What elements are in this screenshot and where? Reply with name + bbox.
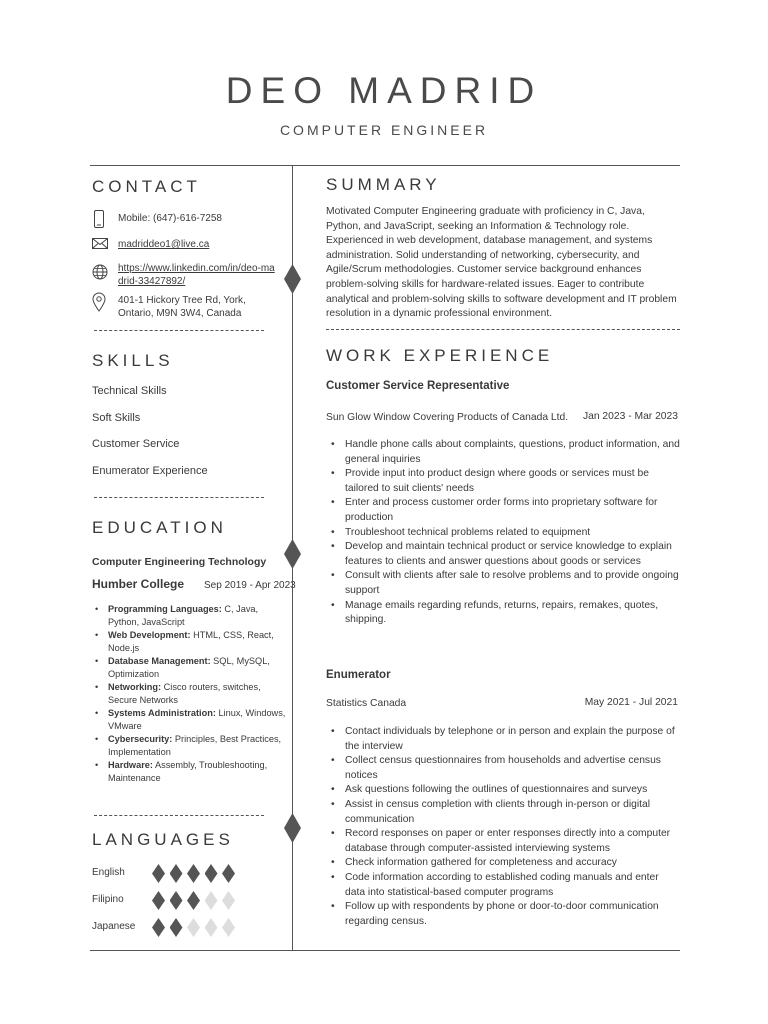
empty-rating-diamond	[205, 918, 218, 937]
language-name: Filipino	[92, 894, 124, 905]
contact-address	[92, 292, 282, 320]
contact-email[interactable]	[92, 236, 282, 254]
section-divider	[94, 330, 264, 331]
detail-label: Web Development:	[108, 630, 191, 640]
contact-linkedin[interactable]	[92, 260, 282, 288]
job-dates: Jan 2023 - Mar 2023	[582, 411, 678, 422]
linkedin-link[interactable]: https://www.linkedin.com/in/deo-madrid-33427892/	[118, 263, 275, 287]
education-details	[92, 603, 287, 785]
job-dates: May 2021 - Jul 2021	[584, 697, 678, 708]
skill-item: Soft Skills	[92, 412, 141, 424]
detail-label: Networking:	[108, 682, 162, 692]
list-item: • Record responses on paper or enter responses directly into a computer database through computer-assisted interviewing systems	[326, 827, 681, 856]
detail-text: SQL, MySQL, Optimization	[108, 656, 270, 679]
job-role: Customer Service Representative	[326, 380, 510, 392]
school-name: Humber College	[92, 577, 185, 591]
filled-rating-diamond	[170, 864, 183, 883]
list-item	[92, 629, 287, 655]
education-dates: Sep 2019 - Apr 2023	[204, 580, 296, 591]
detail-text: C, Java, Python, JavaScript	[108, 604, 259, 627]
detail-text: Assembly, Troubleshooting, Maintenance	[108, 760, 268, 783]
list-item: • Consult with clients after sale to resolve problems and to provide ongoing support	[326, 569, 681, 598]
list-item	[92, 707, 287, 733]
detail-text: Principles, Best Practices, Implementation	[108, 734, 282, 757]
list-item: • Manage emails regarding refunds, returns, repairs, remakes, quotes, shipping.	[326, 599, 681, 628]
divider-diamond	[284, 813, 301, 843]
list-item	[92, 655, 287, 681]
list-item	[92, 733, 287, 759]
filled-rating-diamond	[187, 864, 200, 883]
summary-text: Motivated Computer Engineering graduate with proficiency in C, Java, Python, and JavaScript, seeking an Information & Technology role. Experienced in web development, database management, and systems administration. Solid understanding of networking, cybersecurity, and Agile/Scrum methodologies. Customer service background enhances problem-solving skills for hardware-related issues. Eager to contribute analytical and problem-solving skills to software development and IT problem resolution in a dynamic professional environment.	[326, 206, 677, 320]
list-item: • Troubleshoot technical problems related to equipment	[326, 526, 681, 541]
education-heading: EDUCATION	[92, 518, 227, 537]
job-company: Sun Glow Window Covering Products of Canada Ltd.	[326, 412, 569, 423]
empty-rating-diamond	[187, 918, 200, 937]
list-item	[92, 681, 287, 707]
language-name: Japanese	[92, 921, 136, 932]
list-item: • Provide input into product design where goods or services must be tailored to suit clients' needs	[326, 467, 681, 496]
empty-rating-diamond	[205, 891, 218, 910]
list-item: • Contact individuals by telephone or in person and explain the purpose of the interview	[326, 725, 681, 754]
filled-rating-diamond	[170, 918, 183, 937]
skill-item: Enumerator Experience	[92, 465, 208, 477]
location-pin-icon	[92, 292, 108, 310]
language-name: English	[92, 867, 125, 878]
list-item: • Develop and maintain technical product or service knowledge to explain features to clients and answer questions about goods or services	[326, 540, 681, 569]
list-item: • Collect census questionnaires from households and advertise census notices	[326, 754, 681, 783]
detail-label: Hardware:	[108, 760, 153, 770]
envelope-icon	[92, 236, 108, 254]
job-duties	[326, 725, 681, 929]
work-experience-heading: WORK EXPERIENCE	[326, 346, 554, 365]
detail-text: Linux, Windows, VMware	[108, 708, 286, 731]
list-item: • Enter and process customer order forms into proprietary software for production	[326, 496, 681, 525]
filled-rating-diamond	[152, 918, 165, 937]
detail-label: Systems Administration:	[108, 708, 216, 718]
list-item: • Follow up with respondents by phone or door-to-door communication regarding census.	[326, 900, 681, 929]
divider-diamond	[284, 264, 301, 294]
section-divider	[94, 497, 264, 498]
job-role: Enumerator	[326, 669, 391, 681]
email-link[interactable]: madriddeo1@live.ca	[118, 239, 210, 250]
filled-rating-diamond	[170, 891, 183, 910]
detail-label: Database Management:	[108, 656, 211, 666]
candidate-name: DEO MADRID	[225, 70, 543, 111]
list-item: • Handle phone calls about complaints, questions, product information, and general inquiries	[326, 438, 681, 467]
filled-rating-diamond	[152, 891, 165, 910]
job-company: Statistics Canada	[326, 698, 407, 709]
bottom-divider	[90, 950, 680, 951]
detail-text: HTML, CSS, React, Node.js	[108, 630, 274, 653]
section-divider	[326, 329, 680, 330]
job-duties	[326, 438, 681, 628]
section-divider	[94, 815, 264, 816]
filled-rating-diamond	[205, 864, 218, 883]
mobile-phone-icon	[92, 210, 108, 228]
list-item: • Assist in census completion with clients through in-person or digital communication	[326, 798, 681, 827]
detail-label: Programming Languages:	[108, 604, 222, 614]
divider-diamond	[284, 539, 301, 569]
languages-heading: LANGUAGES	[92, 830, 234, 849]
skill-item: Customer Service	[92, 438, 180, 450]
empty-rating-diamond	[222, 891, 235, 910]
degree-name: Computer Engineering Technology	[92, 556, 267, 568]
contact-heading: CONTACT	[92, 177, 201, 196]
language-row	[92, 918, 272, 938]
globe-icon	[92, 264, 108, 282]
skills-heading: SKILLS	[92, 351, 174, 370]
detail-label: Cybersecurity:	[108, 734, 173, 744]
list-item: • Check information gathered for completeness and accuracy	[326, 856, 681, 871]
job-title: COMPUTER ENGINEER	[279, 122, 489, 138]
language-row	[92, 891, 272, 911]
filled-rating-diamond	[222, 864, 235, 883]
skill-item: Technical Skills	[92, 385, 167, 397]
summary-heading: SUMMARY	[326, 175, 441, 194]
top-divider	[90, 165, 680, 166]
address: 401-1 Hickory Tree Rd, York, Ontario, M9N 3W4, Canada	[118, 295, 246, 319]
filled-rating-diamond	[152, 864, 165, 883]
list-item	[92, 759, 287, 785]
language-row	[92, 864, 272, 884]
empty-rating-diamond	[222, 918, 235, 937]
detail-text: Cisco routers, switches, Secure Networks	[108, 682, 261, 705]
filled-rating-diamond	[187, 891, 200, 910]
list-item	[92, 603, 287, 629]
list-item: • Code information according to established coding manuals and enter data into statistical-based computer programs	[326, 871, 681, 900]
phone-number: Mobile: (647)-616-7258	[118, 213, 222, 224]
contact-phone	[92, 210, 282, 228]
list-item: • Ask questions following the outlines of questionnaires and surveys	[326, 783, 681, 798]
